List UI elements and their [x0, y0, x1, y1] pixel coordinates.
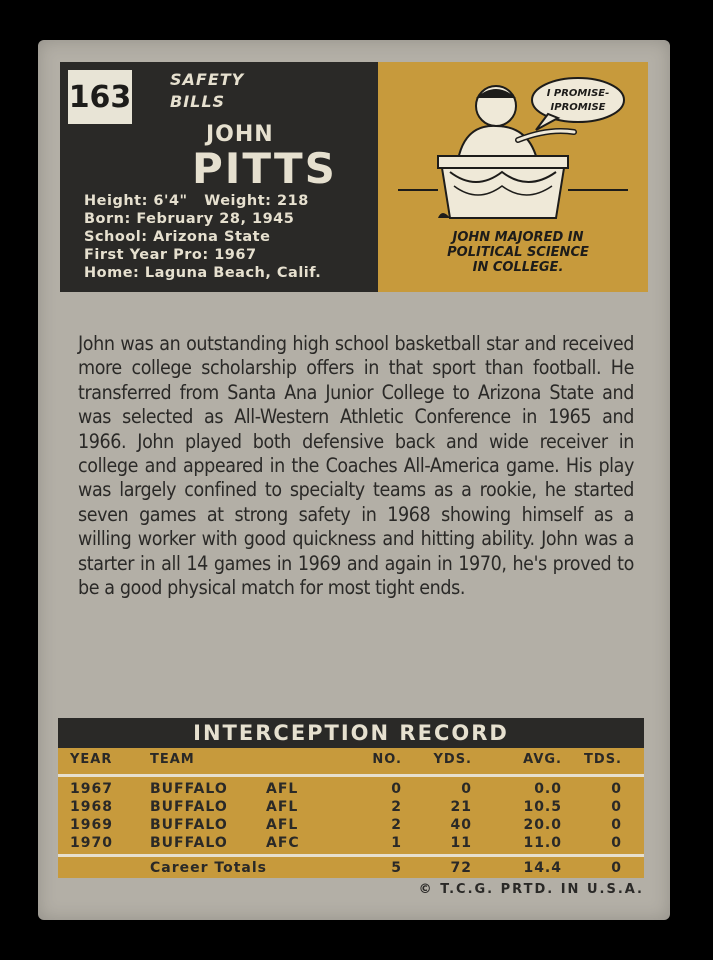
- row-avg: 20.0: [523, 817, 562, 833]
- row-team: BUFFALO: [150, 817, 228, 833]
- speech-line-1: I PROMISE-: [546, 88, 610, 99]
- totals-yds: 72: [450, 860, 472, 876]
- height-weight-row: [84, 192, 321, 210]
- player-height: Height: 6'4": [84, 193, 188, 209]
- player-school: School: Arizona State: [84, 229, 271, 245]
- row-league: AFL: [266, 817, 299, 833]
- player-info-panel: [60, 62, 378, 292]
- totals-tds: 0: [611, 860, 622, 876]
- caption-line-1: JOHN MAJORED IN: [452, 230, 584, 245]
- row-yds: 0: [461, 781, 472, 797]
- header-divider: [58, 774, 644, 777]
- player-position: SAFETY: [170, 70, 245, 89]
- totals-row: [58, 860, 644, 877]
- player-home: Home: Laguna Beach, Calif.: [84, 265, 322, 281]
- player-team: BILLS: [170, 92, 226, 111]
- caption-line-3: IN COLLEGE.: [472, 260, 564, 275]
- row-tds: 0: [611, 835, 622, 851]
- col-avg: AVG.: [523, 752, 562, 767]
- totals-label: Career Totals: [150, 860, 267, 876]
- speech-line-2: IPROMISE: [550, 102, 606, 113]
- cartoon-illustration: [398, 68, 628, 228]
- row-year: 1968: [70, 799, 113, 815]
- row-no: 2: [391, 817, 402, 833]
- stats-header-row: [58, 752, 644, 769]
- trading-card-back: [38, 40, 670, 920]
- row-team: BUFFALO: [150, 781, 228, 797]
- col-no: NO.: [372, 752, 402, 767]
- player-first-name: JOHN: [206, 122, 274, 147]
- col-yds: YDS.: [433, 752, 472, 767]
- row-yds: 21: [450, 799, 472, 815]
- player-bio: [84, 192, 321, 282]
- table-row: [58, 781, 644, 798]
- totals-avg: 14.4: [523, 860, 562, 876]
- row-team: BUFFALO: [150, 835, 228, 851]
- table-row: [58, 835, 644, 852]
- row-no: 1: [391, 835, 402, 851]
- cartoon-caption: [418, 230, 618, 275]
- table-row: [58, 799, 644, 816]
- row-tds: 0: [611, 817, 622, 833]
- copyright-text: © T.C.G. PRTD. IN U.S.A.: [418, 882, 644, 897]
- card-number: 163: [68, 70, 132, 124]
- stats-table: [58, 748, 644, 878]
- row-team: BUFFALO: [150, 799, 228, 815]
- player-biography: John was an outstanding high school basketball star and received more college scholarship offers in that sport than football. He transferred from Santa Ana Junior College to Arizona State and was selected as All-Western Athletic Conference in 1965 and 1966. John played both defensive back and wide receiver in college and appeared in the Coaches All-America game. His play was largely confined to specialty teams as a rookie, he started seven games at strong safety in 1968 showing himself as a willing worker with good quickness and hitting ability. John was a starter in all 14 games in 1969 and again in 1970, he's proved to be a good physical match for most tight ends.: [78, 332, 634, 600]
- totals-divider: [58, 854, 644, 857]
- row-tds: 0: [611, 799, 622, 815]
- table-row: [58, 817, 644, 834]
- row-no: 2: [391, 799, 402, 815]
- caption-line-2: POLITICAL SCIENCE: [447, 245, 589, 260]
- player-weight: Weight: 218: [204, 193, 309, 209]
- col-team: TEAM: [150, 752, 195, 767]
- stats-title: INTERCEPTION RECORD: [58, 718, 644, 748]
- cartoon-panel: [378, 62, 648, 292]
- row-avg: 10.5: [523, 799, 562, 815]
- row-league: AFL: [266, 799, 299, 815]
- row-avg: 0.0: [534, 781, 562, 797]
- row-avg: 11.0: [523, 835, 562, 851]
- player-last-name: PITTS: [192, 144, 337, 193]
- player-born: Born: February 28, 1945: [84, 211, 295, 227]
- player-first-year-pro: First Year Pro: 1967: [84, 247, 257, 263]
- row-no: 0: [391, 781, 402, 797]
- row-year: 1969: [70, 817, 113, 833]
- col-tds: TDS.: [584, 752, 622, 767]
- totals-no: 5: [391, 860, 402, 876]
- interception-record: [58, 718, 644, 878]
- row-yds: 11: [450, 835, 472, 851]
- row-league: AFL: [266, 781, 299, 797]
- row-year: 1970: [70, 835, 113, 851]
- row-year: 1967: [70, 781, 113, 797]
- col-year: YEAR: [70, 752, 113, 767]
- row-tds: 0: [611, 781, 622, 797]
- row-yds: 40: [450, 817, 472, 833]
- row-league: AFC: [266, 835, 300, 851]
